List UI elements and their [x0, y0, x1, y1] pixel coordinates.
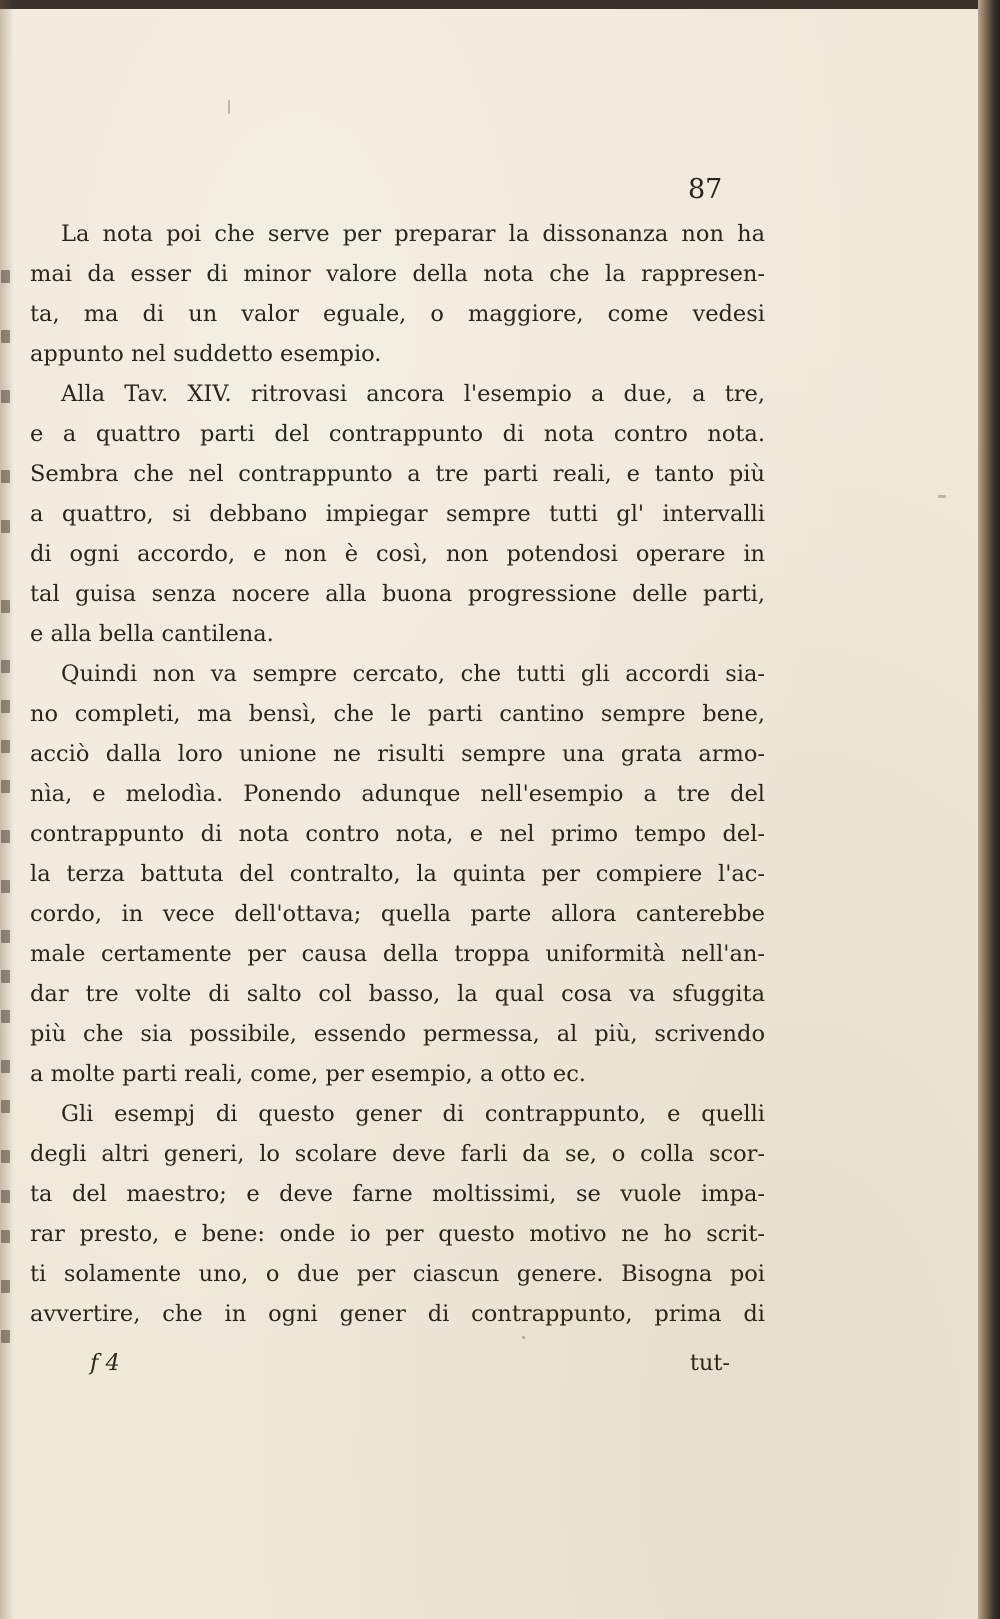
text-line: contrappunto di nota contro nota, e nel primo tempo del- — [30, 821, 765, 847]
scan-top-border — [0, 0, 1000, 9]
text-line: appunto nel suddetto esempio. — [30, 341, 382, 367]
text-line: dar tre volte di salto col basso, la qual cosa va sfuggita — [30, 981, 765, 1007]
body-text — [30, 214, 765, 1334]
text-line: mai da esser di minor valore della nota che la rappresen- — [30, 261, 765, 287]
text-line: Gli esempj di questo gener di contrappunto, e quelli — [61, 1101, 765, 1127]
paper-speck — [522, 1336, 525, 1339]
text-line: tal guisa senza nocere alla buona progressione delle parti, — [30, 581, 765, 607]
text-line: la terza battuta del contralto, la quinta per compiere l'ac- — [30, 861, 765, 887]
text-line: rar presto, e bene: onde io per questo motivo ne ho scrit- — [30, 1221, 765, 1247]
text-line: più che sia possibile, essendo permessa, al più, scrivendo — [30, 1021, 765, 1047]
text-line: ta, ma di un valor eguale, o maggiore, come vedesi — [30, 301, 765, 327]
text-line: Quindi non va sempre cercato, che tutti gli accordi sia- — [61, 661, 765, 687]
text-line: ti solamente uno, o due per ciascun genere. Bisogna poi — [30, 1261, 765, 1287]
text-line: e a quattro parti del contrappunto di nota contro nota. — [30, 421, 765, 447]
text-line: male certamente per causa della troppa uniformità nell'an- — [30, 941, 765, 967]
text-line: cordo, in vece dell'ottava; quella parte allora canterebbe — [30, 901, 765, 927]
page-edge-shadow — [978, 0, 1000, 1619]
text-line: acciò dalla loro unione ne risulti sempre una grata armo- — [30, 741, 765, 767]
text-line: La nota poi che serve per preparar la dissonanza non ha — [61, 221, 765, 247]
signature-mark: f 4 — [90, 1350, 120, 1376]
page-number: 87 — [688, 174, 723, 205]
text-line: ta del maestro; e deve farne moltissimi, se vuole impa- — [30, 1181, 765, 1207]
text-line: di ogni accordo, e non è così, non potendosi operare in — [30, 541, 765, 567]
text-line: no completi, ma bensì, che le parti cantino sempre bene, — [30, 701, 765, 727]
text-line: a quattro, si debbano impiegar sempre tutti gl' intervalli — [30, 501, 765, 527]
text-line: e alla bella cantilena. — [30, 621, 274, 647]
text-line: avvertire, che in ogni gener di contrappunto, prima di — [30, 1301, 765, 1327]
text-line: Sembra che nel contrappunto a tre parti reali, e tanto più — [30, 461, 765, 487]
facing-page-bleed — [0, 270, 16, 1370]
catchword: tut- — [689, 1350, 730, 1376]
text-line: nìa, e melodìa. Ponendo adunque nell'esempio a tre del — [30, 781, 765, 807]
paper-speck — [938, 495, 946, 498]
text-line: a molte parti reali, come, per esempio, a otto ec. — [30, 1061, 586, 1087]
page-footer — [90, 1350, 730, 1386]
text-line: Alla Tav. XIV. ritrovasi ancora l'esempio a due, a tre, — [61, 381, 765, 407]
text-line: degli altri generi, lo scolare deve farli da se, o colla scor- — [30, 1141, 765, 1167]
paper-speck — [228, 100, 230, 114]
